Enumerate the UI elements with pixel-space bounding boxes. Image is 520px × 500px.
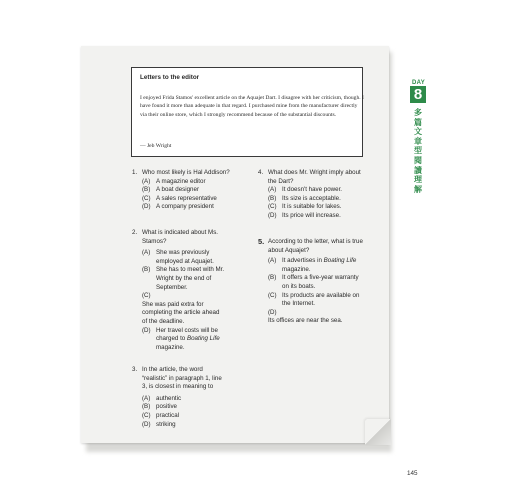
option-d[interactable]: (D) Its price will increase. xyxy=(268,211,341,219)
question-number: 2. xyxy=(132,229,138,236)
question-stem: What does Mr. Wright imply about the Dart? xyxy=(268,169,361,185)
option-b[interactable]: (B) It offers a five-year warranty on its boats. xyxy=(268,274,359,290)
option-a[interactable]: (A) She was previously employed at Aquajet. xyxy=(142,249,214,265)
question-stem: What is indicated about Ms. Stamos? xyxy=(142,229,219,245)
option-c[interactable]: (C) Its products are available on the Internet. xyxy=(268,291,360,308)
option-a[interactable]: (A) It advertises in Boating Life magazine. xyxy=(268,257,357,273)
question-number: 5. xyxy=(258,237,265,246)
option-d[interactable]: (D)Its offices are near the sea. xyxy=(268,308,343,325)
question-number: 1. xyxy=(132,169,138,176)
question-2 xyxy=(132,229,238,352)
day-label: DAY xyxy=(412,80,426,86)
letter-title: Letters to the editor xyxy=(140,74,200,81)
option-a[interactable]: (A) authentic xyxy=(142,394,182,402)
letter-box xyxy=(131,67,363,157)
question-number: 4. xyxy=(258,169,264,176)
page-number: 145 xyxy=(407,470,418,477)
option-c[interactable]: (C) A sales representative xyxy=(142,194,217,202)
question-stem: In the article, the word “realistic” in paragraph 1, line 3, is closest in meaning to xyxy=(142,366,222,391)
option-d[interactable]: (D) Her travel costs will be charged to Boating Life magazine. xyxy=(142,326,220,351)
option-a[interactable]: (A) A magazine editor xyxy=(142,177,206,185)
question-stem: Who most likely is Hal Addison? xyxy=(142,169,230,176)
question-stem: According to the letter, what is true about Aquajet? xyxy=(268,238,363,254)
option-b[interactable]: (B) Its size is acceptable. xyxy=(268,194,341,202)
option-c[interactable]: (C)She was paid extra for completing the article ahead of the deadline. xyxy=(142,292,220,325)
letter-body: I enjoyed Frida Stamos' excellent article on the Aquajet Dart. I disagree with her criticism, though. I have found it more than adequate in that regard. I purchased mine from the manufacturer directly via their online store, which I strongly recommend because of the substantial discounts. xyxy=(140,95,364,118)
question-number: 3. xyxy=(132,366,138,373)
question-1 xyxy=(132,169,252,212)
option-a[interactable]: (A) It doesn't have power. xyxy=(268,186,343,194)
option-c[interactable]: (C) It is suitable for lakes. xyxy=(268,203,342,211)
letter-signature: — Jeb Wright xyxy=(140,143,172,149)
option-d[interactable]: (D) striking xyxy=(142,420,176,428)
option-b[interactable]: (B) She has to meet with Mr. Wright by the end of September. xyxy=(142,266,225,291)
day-number-badge: 8 xyxy=(410,86,426,103)
option-b[interactable]: (B) positive xyxy=(142,403,177,411)
option-d[interactable]: (D) A company president xyxy=(142,203,214,211)
question-3 xyxy=(132,366,238,429)
option-b[interactable]: (B) A boat designer xyxy=(142,186,200,194)
section-title-vertical: 多篇文章型閱讀理解 xyxy=(414,108,422,194)
page-fold xyxy=(365,419,391,445)
question-4 xyxy=(258,169,368,221)
question-5 xyxy=(258,237,372,326)
option-c[interactable]: (C) practical xyxy=(142,411,180,419)
